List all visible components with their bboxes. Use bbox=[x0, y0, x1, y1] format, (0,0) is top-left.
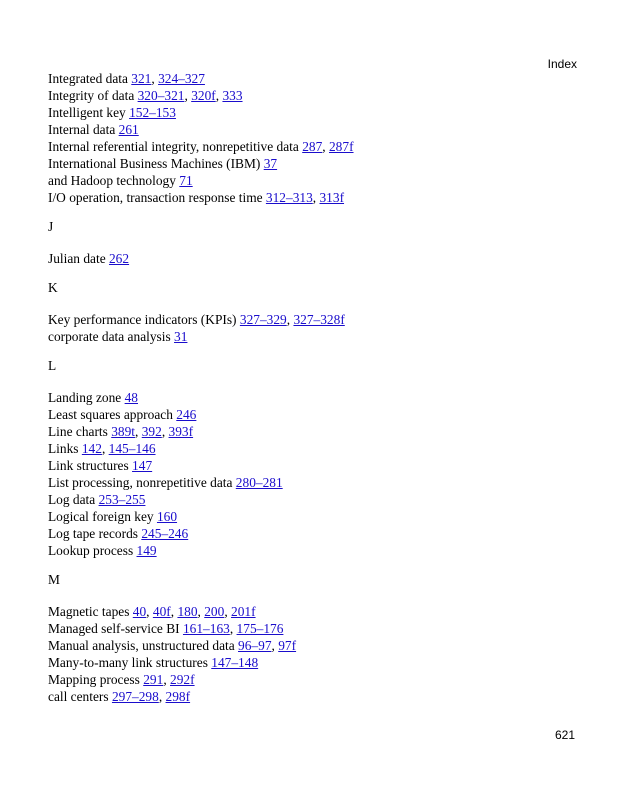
index-term: Mapping process bbox=[48, 672, 144, 687]
index-entry bbox=[48, 87, 578, 104]
index-term: Log data bbox=[48, 492, 99, 507]
page-reference-link[interactable]: 287 bbox=[302, 139, 323, 154]
index-entry bbox=[48, 406, 578, 423]
ref-separator: , bbox=[101, 441, 109, 456]
page-reference-link[interactable]: 245–246 bbox=[141, 526, 189, 541]
index-entry bbox=[48, 311, 578, 328]
index-term: call centers bbox=[48, 689, 112, 704]
index-entry bbox=[48, 172, 578, 189]
page-reference-link[interactable]: 161–163 bbox=[182, 621, 230, 636]
page-reference-link[interactable]: 313f bbox=[319, 190, 345, 205]
running-header: Index bbox=[547, 57, 577, 71]
page-reference-link[interactable]: 180 bbox=[177, 604, 198, 619]
page-reference-link[interactable]: 201f bbox=[231, 604, 256, 619]
index-term: Landing zone bbox=[48, 390, 125, 405]
index-term: Line charts bbox=[48, 424, 112, 439]
index-section-letter: K bbox=[48, 280, 58, 295]
ref-separator: , bbox=[151, 71, 159, 86]
page-reference-link[interactable]: 37 bbox=[263, 156, 278, 171]
index-entry bbox=[48, 155, 578, 172]
index-entry bbox=[48, 603, 578, 620]
ref-separator: , bbox=[322, 139, 329, 154]
ref-separator: , bbox=[286, 312, 294, 327]
ref-separator: , bbox=[135, 424, 142, 439]
page-reference-link[interactable]: 320–321 bbox=[137, 88, 185, 103]
ref-separator: , bbox=[161, 424, 169, 439]
index-entry bbox=[48, 637, 578, 654]
page-reference-link[interactable]: 297–298 bbox=[111, 689, 159, 704]
index-entry bbox=[48, 70, 578, 87]
index-entry bbox=[48, 688, 578, 705]
index-term: I/O operation, transaction response time bbox=[48, 190, 266, 205]
page-reference-link[interactable]: 246 bbox=[176, 407, 197, 422]
index-entry bbox=[48, 250, 578, 267]
page-reference-link[interactable]: 333 bbox=[222, 88, 243, 103]
page-reference-link[interactable]: 40f bbox=[152, 604, 171, 619]
page-reference-link[interactable]: 392 bbox=[141, 424, 162, 439]
index-term: Magnetic tapes bbox=[48, 604, 133, 619]
index-term: Least squares approach bbox=[48, 407, 177, 422]
page-reference-link[interactable]: 312–313 bbox=[265, 190, 313, 205]
index-entry bbox=[48, 474, 578, 491]
index-entry bbox=[48, 189, 578, 206]
page-reference-link[interactable]: 393f bbox=[168, 424, 194, 439]
page-reference-link[interactable]: 160 bbox=[156, 509, 178, 524]
page-reference-link[interactable]: 147–148 bbox=[211, 655, 259, 670]
ref-separator: , bbox=[229, 621, 237, 636]
ref-separator: , bbox=[184, 88, 192, 103]
ref-separator: , bbox=[224, 604, 232, 619]
page-reference-link[interactable]: 147 bbox=[132, 458, 153, 473]
page-reference-link[interactable]: 292f bbox=[170, 672, 195, 687]
page-reference-link[interactable]: 320f bbox=[191, 88, 216, 103]
ref-separator: , bbox=[146, 604, 153, 619]
page-reference-link[interactable]: 71 bbox=[179, 173, 193, 188]
index-term: and Hadoop technology bbox=[48, 173, 180, 188]
ref-separator: , bbox=[271, 638, 279, 653]
index-term: Links bbox=[48, 441, 82, 456]
index-term: Lookup process bbox=[48, 543, 137, 558]
index-list bbox=[48, 70, 578, 705]
index-term: Intelligent key bbox=[48, 105, 130, 120]
ref-separator: , bbox=[312, 190, 320, 205]
ref-separator: , bbox=[197, 604, 205, 619]
index-term: Log tape records bbox=[48, 526, 142, 541]
index-section-letter: J bbox=[48, 219, 54, 234]
page-reference-link[interactable]: 389t bbox=[111, 424, 136, 439]
ref-separator: , bbox=[163, 672, 171, 687]
index-term: Many-to-many link structures bbox=[48, 655, 212, 670]
index-entry bbox=[48, 508, 578, 525]
page-reference-link[interactable]: 253–255 bbox=[98, 492, 146, 507]
page-reference-link[interactable]: 145–146 bbox=[108, 441, 156, 456]
ref-separator: , bbox=[158, 689, 166, 704]
index-term: corporate data analysis bbox=[48, 329, 175, 344]
page-reference-link[interactable]: 152–153 bbox=[129, 105, 176, 120]
page-reference-link[interactable]: 175–176 bbox=[236, 621, 284, 636]
page-reference-link[interactable]: 291 bbox=[143, 672, 164, 687]
index-entry bbox=[48, 620, 578, 637]
ref-separator: , bbox=[170, 604, 178, 619]
page-reference-link[interactable]: 149 bbox=[136, 543, 157, 558]
index-entry bbox=[48, 457, 578, 474]
index-term: Julian date bbox=[48, 251, 109, 266]
page-number: 621 bbox=[554, 728, 575, 742]
page-reference-link[interactable]: 280–281 bbox=[235, 475, 283, 490]
page-reference-link[interactable]: 48 bbox=[124, 390, 138, 405]
index-entry bbox=[48, 491, 578, 508]
index-section-letter: M bbox=[48, 572, 60, 587]
page-reference-link[interactable]: 327–328f bbox=[293, 312, 345, 327]
page-reference-link[interactable]: 327–329 bbox=[239, 312, 287, 327]
index-term: Logical foreign key bbox=[48, 509, 157, 524]
page-reference-link[interactable]: 324–327 bbox=[158, 71, 205, 86]
index-entry bbox=[48, 542, 578, 559]
index-term: Manual analysis, unstructured data bbox=[48, 638, 239, 653]
index-entry bbox=[48, 121, 578, 138]
page-reference-link[interactable]: 200 bbox=[204, 604, 225, 619]
index-entry bbox=[48, 525, 578, 542]
page-reference-link[interactable]: 40 bbox=[132, 604, 147, 619]
page-reference-link[interactable]: 97f bbox=[278, 638, 297, 653]
index-term: Key performance indicators (KPIs) bbox=[48, 312, 240, 327]
index-section-letter: L bbox=[48, 358, 57, 373]
index-entry bbox=[48, 671, 578, 688]
index-entry bbox=[48, 654, 578, 671]
index-term: Internal data bbox=[48, 122, 119, 137]
index-term: Integrity of data bbox=[48, 88, 138, 103]
page-reference-link[interactable]: 262 bbox=[108, 251, 130, 266]
page-reference-link[interactable]: 287f bbox=[328, 139, 354, 154]
index-entry bbox=[48, 423, 578, 440]
page-reference-link[interactable]: 321 bbox=[131, 71, 152, 86]
page-reference-link[interactable]: 142 bbox=[81, 441, 102, 456]
index-entry bbox=[48, 138, 578, 155]
index-entry bbox=[48, 440, 578, 457]
index-entry bbox=[48, 104, 578, 121]
index-entry bbox=[48, 328, 578, 345]
index-term: Integrated data bbox=[48, 71, 132, 86]
index-term: Managed self-service BI bbox=[48, 621, 183, 636]
index-term: Link structures bbox=[48, 458, 133, 473]
index-term: International Business Machines (IBM) bbox=[48, 156, 264, 171]
page-reference-link[interactable]: 261 bbox=[118, 122, 139, 137]
index-term: List processing, nonrepetitive data bbox=[48, 475, 236, 490]
page-reference-link[interactable]: 298f bbox=[165, 689, 191, 704]
index-term: Internal referential integrity, nonrepetitive data bbox=[48, 139, 303, 154]
page-reference-link[interactable]: 96–97 bbox=[238, 638, 272, 653]
ref-separator: , bbox=[215, 88, 223, 103]
page-reference-link[interactable]: 31 bbox=[174, 329, 188, 344]
index-entry bbox=[48, 389, 578, 406]
